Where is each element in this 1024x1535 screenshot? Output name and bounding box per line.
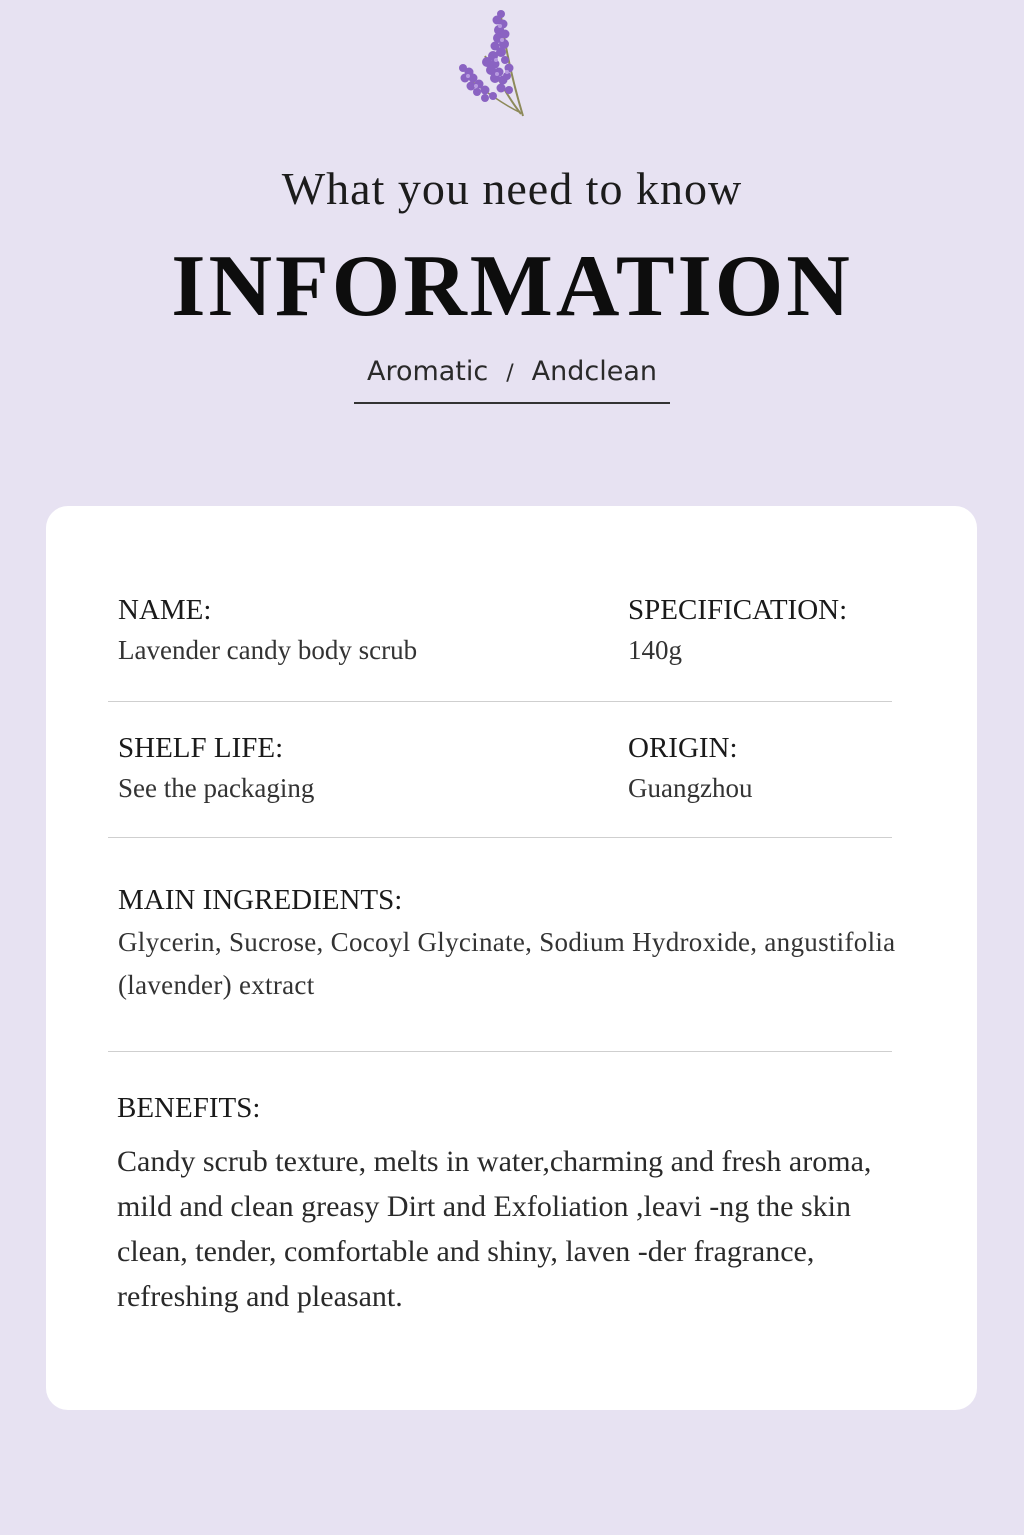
origin-value: Guangzhou — [628, 773, 753, 803]
divider — [108, 1051, 892, 1052]
origin-field — [628, 732, 752, 804]
shelf-life-value: See the packaging — [118, 773, 315, 803]
info-card — [46, 506, 977, 1410]
origin-label: ORIGIN: — [628, 732, 738, 764]
divider — [108, 701, 892, 702]
name-field — [118, 594, 417, 666]
name-label: NAME: — [118, 594, 212, 626]
page-subtitle: What you need to know — [281, 163, 743, 214]
tagline-right: Andclean — [531, 356, 658, 387]
shelf-life-field — [118, 732, 314, 804]
specification-value: 140g — [628, 635, 682, 665]
specification-label: SPECIFICATION: — [628, 594, 848, 626]
tagline-separator: / — [506, 361, 514, 386]
shelf-life-label: SHELF LIFE: — [118, 732, 284, 764]
tagline-left: Aromatic — [366, 356, 489, 387]
lavender-sprig-icon — [445, 6, 537, 122]
benefits-value: Candy scrub texture, melts in water,charming and fresh aroma, mild and clean greasy Dirt and Exfoliation ,leavi -ng the skin clean, tender, comfortable and shiny, laven -der fragrance, refreshing and pleasant. — [117, 1145, 872, 1313]
name-value: Lavender candy body scrub — [118, 635, 418, 665]
ingredients-value: Glycerin, Sucrose, Cocoyl Glycinate, Sodium Hydroxide, angustifolia (lavender) extract — [118, 927, 896, 1000]
tagline — [354, 356, 670, 404]
benefits-field — [117, 1092, 917, 1319]
page-title: INFORMATION — [171, 238, 853, 335]
ingredients-field — [118, 884, 908, 1007]
specification-field — [628, 594, 847, 666]
benefits-label: BENEFITS: — [117, 1092, 261, 1124]
divider — [108, 837, 892, 838]
ingredients-label: MAIN INGREDIENTS: — [118, 884, 403, 916]
